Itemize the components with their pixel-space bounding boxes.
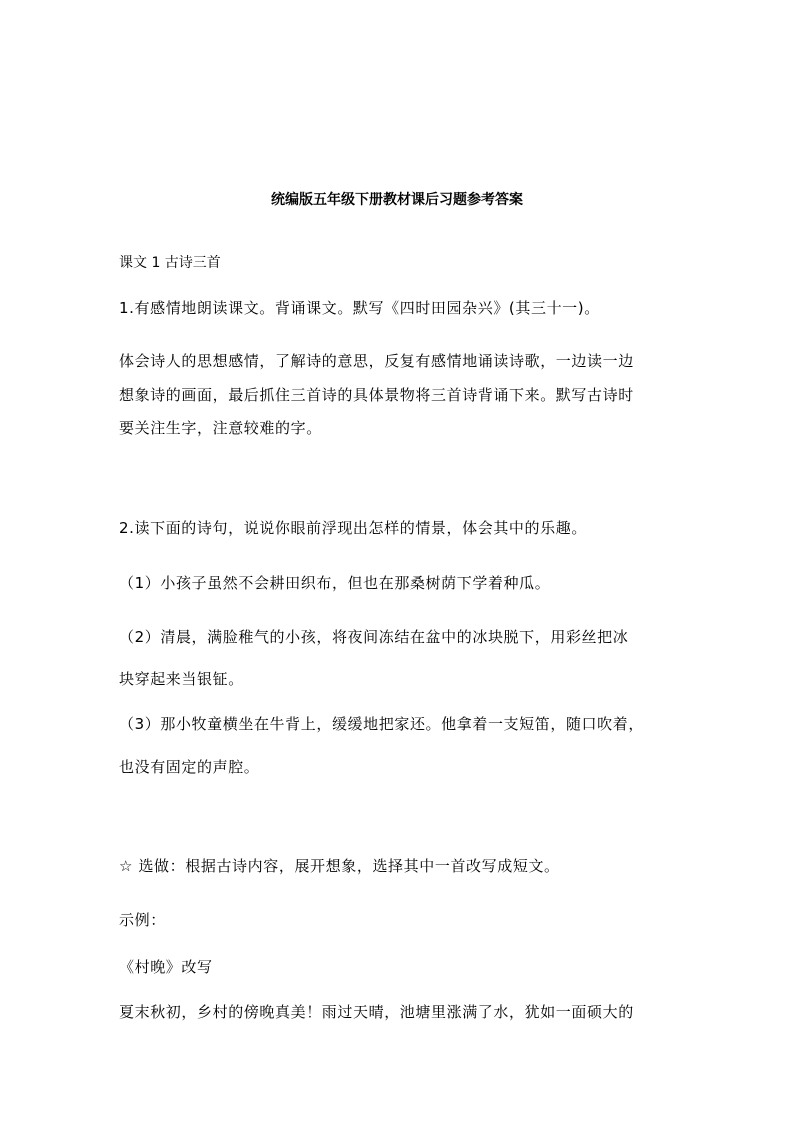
question-2-item-3-line-2: 也没有固定的声腔。	[119, 758, 260, 776]
example-label: 示例：	[119, 911, 166, 929]
question-2-item-1: （1）小孩子虽然不会耕田织布，但也在那桑树荫下学着种瓜。	[119, 574, 551, 592]
star-icon: ☆	[119, 857, 134, 875]
question-2-item-3-line-1: （3）那小牧童横坐在牛背上，缓缓地把家还。他拿着一支短笛，随口吹着，	[119, 715, 644, 733]
question-2-item-2-line-2: 块穿起来当银钲。	[119, 670, 244, 688]
question-1-prompt: 1.有感情地朗读课文。背诵课文。默写《四时田园杂兴》(其三十一)。	[119, 299, 600, 317]
rewrite-first-line: 夏末秋初，乡村的傍晚真美！雨过天晴，池塘里涨满了水，犹如一面硕大的	[119, 1003, 634, 1021]
question-1-answer-line-3: 要关注生字，注意较难的字。	[119, 419, 322, 437]
document-title: 统编版五年级下册教材课后习题参考答案	[271, 192, 523, 208]
question-1-answer-line-1: 体会诗人的思想感情，了解诗的意思，反复有感情地诵读诗歌，一边读一边	[119, 352, 634, 370]
lesson-heading: 课文 1 古诗三首	[119, 255, 221, 271]
question-2-prompt: 2.读下面的诗句，说说你眼前浮现出怎样的情景，体会其中的乐趣。	[119, 519, 587, 537]
question-2-item-2-line-1: （2）清晨，满脸稚气的小孩，将夜间冻结在盆中的冰块脱下，用彩丝把冰	[119, 628, 629, 646]
rewrite-title: 《村晚》改写	[119, 958, 213, 976]
question-1-answer-line-2: 想象诗的画面，最后抓住三首诗的具体景物将三首诗背诵下来。默写古诗时	[119, 386, 634, 404]
optional-task-text: 选做：根据古诗内容，展开想象，选择其中一首改写成短文。	[138, 857, 560, 875]
optional-task	[119, 857, 560, 875]
